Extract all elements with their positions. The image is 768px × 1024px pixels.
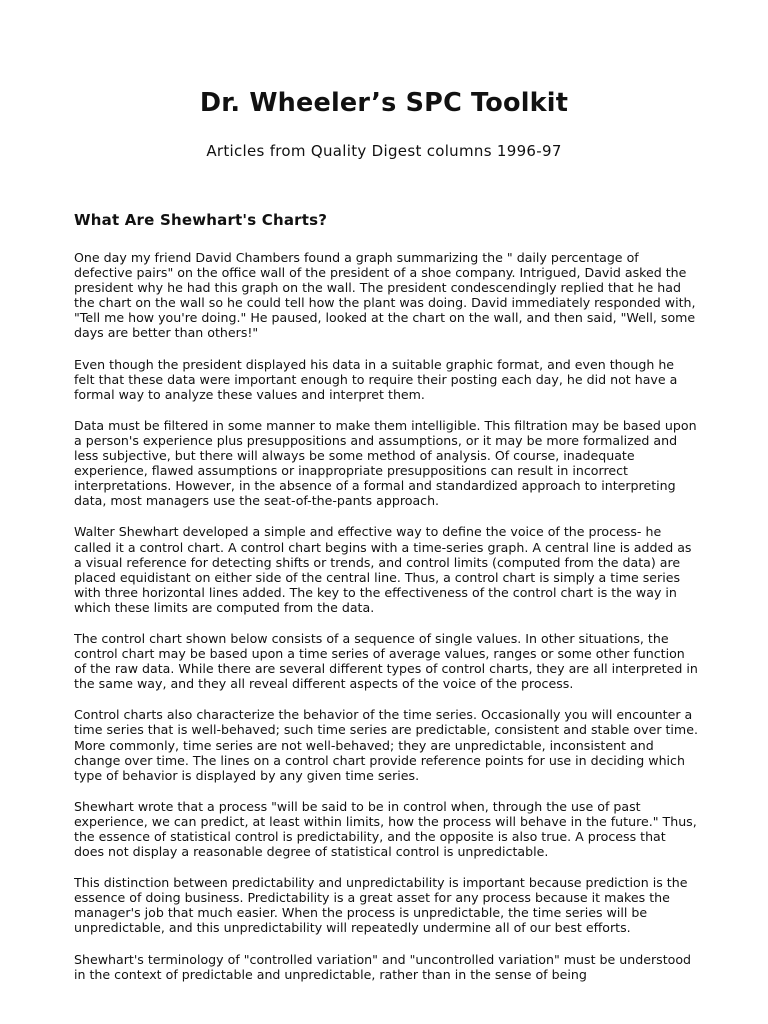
paragraph: Shewhart wrote that a process "will be said to be in control when, through the use of past experience, we can predict, at least within limits, how the process will behave in the future." Thus, the essence of statistical control is predictability, and the opposite is also true. A process that does not display a reasonable degree of statistical control is unpredictable. — [74, 798, 697, 860]
paragraph: The control chart shown below consists of a sequence of single values. In other situations, the control chart may be based upon a time series of average values, ranges or some other function of the raw data. While there are several different types of control charts, they are all interpreted in the same way, and they all reveal different aspects of the voice of the process. — [74, 630, 698, 692]
paragraph: Control charts also characterize the behavior of the time series. Occasionally you will encounter a time series that is well-behaved; such time series are predictable, consistent and stable over time. More commonly, time series are not well-behaved; they are unpredictable, inconsistent and change over time. The lines on a control chart provide reference points for use in deciding which type of behavior is displayed by any given time series. — [74, 707, 698, 783]
paragraph: This distinction between predictability and unpredictability is important because prediction is the essence of doing business. Predictability is a great asset for any process because it makes the manager's job that much easier. When the process is unpredictable, the time series will be unpredictable, and this unpredictability will repeatedly undermine all of our best efforts. — [74, 875, 688, 936]
paragraph: Shewhart's terminology of "controlled variation" and "uncontrolled variation" must be understood in the context of predictable and unpredictable, rather than in the sense of being — [74, 951, 692, 982]
article-heading: What Are Shewhart's Charts? — [74, 211, 328, 229]
paragraph: Even though the president displayed his data in a suitable graphic format, and even though he felt that these data were important enough to require their posting each day, he did not have a formal way to analyze these values and interpret them. — [74, 356, 678, 402]
paragraph: Data must be filtered in some manner to make them intelligible. This filtration may be based upon a person's experience plus presuppositions and assumptions, or it may be more formalized and less subjective, but there will always be some method of analysis. Of course, inadequate experience, flawed assumptions or inappropriate presuppositions can result in incorrect interpretations. However, in the absence of a formal and standardized approach to interpreting data, most managers use the seat-of-the-pants approach. — [74, 417, 697, 509]
document-subtitle: Articles from Quality Digest columns 1996-97 — [206, 142, 562, 160]
paragraph: One day my friend David Chambers found a graph summarizing the " daily percentage of defective pairs" on the office wall of the president of a shoe company. Intrigued, David asked the president why he had this graph on the wall. The president condescendingly replied that he had the chart on the wall so he could tell how the plant was doing. David immediately responded with, "Tell me how you're doing." He paused, looked at the chart on the wall, and then said, "Well, some days are better than others!" — [74, 250, 696, 341]
document-title: Dr. Wheeler’s SPC Toolkit — [199, 88, 569, 118]
article-body — [74, 250, 698, 1024]
paragraph: Walter Shewhart developed a simple and effective way to define the voice of the process- he called it a control chart. A control chart begins with a time-series graph. A central line is added as a visual reference for detecting shifts or trends, and control limits (computed from the data) are placed equidistant on either side of the central line. Thus, a control chart is simply a time series with three horizontal lines added. The key to the effectiveness of the control chart is the way in which these limits are computed from the data. — [74, 524, 692, 615]
